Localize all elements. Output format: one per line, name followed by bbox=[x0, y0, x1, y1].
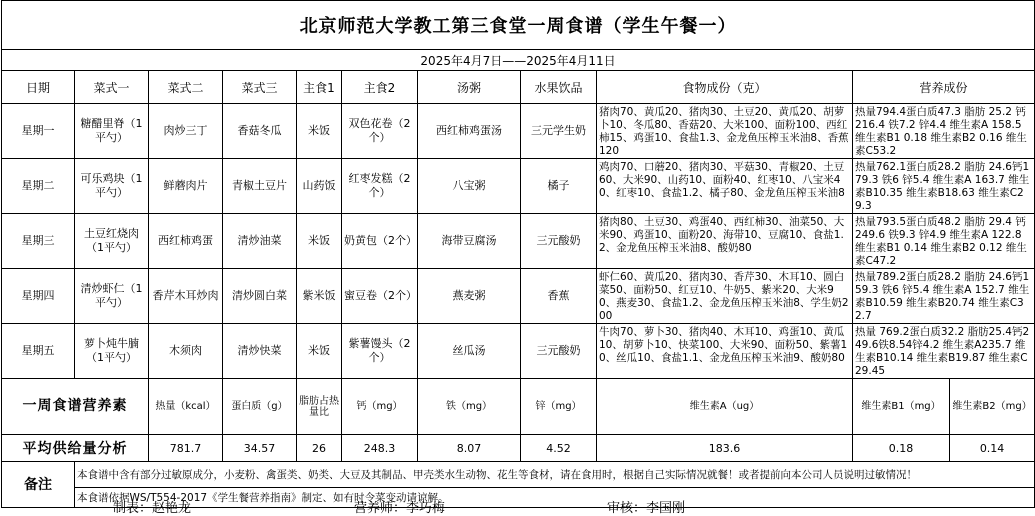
dish3-cell: 青椒土豆片 bbox=[223, 159, 297, 214]
soup-cell: 燕麦粥 bbox=[418, 269, 521, 324]
note-label: 备注 bbox=[2, 462, 75, 508]
footer-maker: 制表：赵艳龙 bbox=[113, 501, 192, 516]
page-title: 北京师范大学教工第三食堂一周食谱（学生午餐一） bbox=[2, 1, 1035, 50]
date-range: 2025年4月7日——2025年4月11日 bbox=[2, 50, 1035, 71]
staple2-cell: 双色花卷（2个） bbox=[342, 104, 418, 159]
nutrition-cell: 热量794.4蛋白质47.3 脂肪 25.2 钙216.4 铁7.2 锌4.4 维生素A 158.5 维生素B1 0.18 维生素B2 0.16 维生素C53.2 bbox=[853, 104, 1035, 159]
nutrient-value-energy: 781.7 bbox=[149, 435, 223, 462]
dish1-cell: 土豆红烧肉（1平勺） bbox=[75, 214, 149, 269]
fruit-cell: 三元酸奶 bbox=[521, 324, 597, 379]
staple2-cell: 红枣发糕（2个） bbox=[342, 159, 418, 214]
nutrition-cell: 热量789.2蛋白质28.2 脂肪 24.6钙159.3 铁6 锌5.4 维生素A 152.7 维生素B10.59 维生素B20.74 维生素C32.7 bbox=[853, 269, 1035, 324]
dish1-cell: 可乐鸡块（1平勺） bbox=[75, 159, 149, 214]
dish3-cell: 清炒圆白菜 bbox=[223, 269, 297, 324]
header-date: 日期 bbox=[2, 71, 75, 104]
note-row-allergens bbox=[2, 462, 1035, 488]
staple2-cell: 蜜豆卷（2个） bbox=[342, 269, 418, 324]
dish2-cell: 西红柿鸡蛋 bbox=[149, 214, 223, 269]
staple1-cell: 米饭 bbox=[297, 104, 342, 159]
dish2-cell: 鲜蘑肉片 bbox=[149, 159, 223, 214]
dish2-cell: 肉炒三丁 bbox=[149, 104, 223, 159]
fruit-cell: 三元学生奶 bbox=[521, 104, 597, 159]
footer bbox=[1, 496, 964, 515]
footer-nutritionist: 营养师：李巧梅 bbox=[354, 501, 446, 516]
nutrient-value-vitamin-b2: 0.14 bbox=[950, 435, 1035, 462]
soup-cell: 海带豆腐汤 bbox=[418, 214, 521, 269]
header-dish2: 菜式二 bbox=[149, 71, 223, 104]
nutrient-label-fat-ratio: 脂肪占热量比 bbox=[297, 379, 342, 435]
nutrition-cell: 热量762.1蛋白质28.2 脂肪 24.6钙179.3 铁6 锌5.4 维生素A 163.7 维生素B10.35 维生素B18.63 维生素C29.3 bbox=[853, 159, 1035, 214]
nutrient-value-iron: 8.07 bbox=[418, 435, 521, 462]
staple1-cell: 米饭 bbox=[297, 324, 342, 379]
dish2-cell: 香芹木耳炒肉 bbox=[149, 269, 223, 324]
fruit-cell: 橘子 bbox=[521, 159, 597, 214]
nutrient-label-iron: 铁（mg） bbox=[418, 379, 521, 435]
nutrient-value-vitamin-a: 183.6 bbox=[597, 435, 853, 462]
nutrient-label-calcium: 钙（mg） bbox=[342, 379, 418, 435]
header-staple1: 主食1 bbox=[297, 71, 342, 104]
ingredients-cell: 牛肉70、萝卜30、猪肉40、木耳10、鸡蛋10、黄瓜10、胡萝卜10、快菜100、大米90、面粉50、紫薯10、丝瓜10、食盐1.1、金龙鱼压榨玉米油9、酸奶80 bbox=[597, 324, 853, 379]
nutrient-label-vitamin-b1: 维生素B1（mg） bbox=[853, 379, 950, 435]
nutrient-label-zinc: 锌（mg） bbox=[521, 379, 597, 435]
staple1-cell: 紫米饭 bbox=[297, 269, 342, 324]
ingredients-cell: 鸡肉70、口蘑20、猪肉30、平菇30、青椒20、土豆60、大米90、山药10、面粉40、红枣10、八宝米40、红枣10、食盐1.2、橘子80、金龙鱼压榨玉米油8 bbox=[597, 159, 853, 214]
nutrient-label-row bbox=[2, 379, 1035, 435]
soup-cell: 西红柿鸡蛋汤 bbox=[418, 104, 521, 159]
day-row-thursday bbox=[2, 269, 1035, 324]
nutrition-cell: 热量793.5蛋白质48.2 脂肪 29.4 钙249.6 铁9.3 锌4.9 维生素A 122.8 维生素B1 0.14 维生素B2 0.12 维生素C47.2 bbox=[853, 214, 1035, 269]
nutrient-label-vitamin-b2: 维生素B2（mg） bbox=[950, 379, 1035, 435]
fruit-cell: 三元酸奶 bbox=[521, 214, 597, 269]
staple2-cell: 奶黄包（2个） bbox=[342, 214, 418, 269]
footer-reviewer: 审核：李国刚 bbox=[607, 501, 686, 516]
dish1-cell: 糖醋里脊（1平勺） bbox=[75, 104, 149, 159]
nutrient-value-calcium: 248.3 bbox=[342, 435, 418, 462]
header-nutrition: 营养成份 bbox=[853, 71, 1035, 104]
soup-cell: 丝瓜汤 bbox=[418, 324, 521, 379]
staple1-cell: 山药饭 bbox=[297, 159, 342, 214]
header-row bbox=[2, 71, 1035, 104]
header-dish3: 菜式三 bbox=[223, 71, 297, 104]
header-fruit: 水果饮品 bbox=[521, 71, 597, 104]
day-row-wednesday bbox=[2, 214, 1035, 269]
nutrient-value-zinc: 4.52 bbox=[521, 435, 597, 462]
soup-cell: 八宝粥 bbox=[418, 159, 521, 214]
nutrient-value-fat-ratio: 26 bbox=[297, 435, 342, 462]
allergen-note: 本食谱中含有部分过敏原成分，小麦粉、禽蛋类、奶类、大豆及其制品、甲壳类水生动物、花生等食材，请在食用时，根据自己实际情况就餐！或者提前向本公司人员说明过敏情况！ bbox=[75, 462, 1035, 488]
day-row-tuesday bbox=[2, 159, 1035, 214]
day-label: 星期三 bbox=[2, 214, 75, 269]
dish1-cell: 萝卜炖牛腩（1平勺） bbox=[75, 324, 149, 379]
ingredients-cell: 猪肉70、黄瓜20、猪肉30、土豆20、黄瓜20、胡萝卜10、冬瓜80、香菇20、大米100、面粉100、西红柿15、鸡蛋10、食盐1.3、金龙鱼压榨玉米油8、香蕉120 bbox=[597, 104, 853, 159]
ingredients-cell: 虾仁60、黄瓜20、猪肉30、香芹30、木耳10、圆白菜50、面粉50、红豆10、牛奶5、紫米20、大米90、燕麦30、食盐1.2、金龙鱼压榨玉米油8、学生奶200 bbox=[597, 269, 853, 324]
staple1-cell: 米饭 bbox=[297, 214, 342, 269]
fruit-cell: 香蕉 bbox=[521, 269, 597, 324]
header-dish1: 菜式一 bbox=[75, 71, 149, 104]
header-ingredients: 食物成份（克） bbox=[597, 71, 853, 104]
day-label: 星期五 bbox=[2, 324, 75, 379]
header-soup: 汤粥 bbox=[418, 71, 521, 104]
nutrient-label-energy: 热量（kcal） bbox=[149, 379, 223, 435]
dish3-cell: 清炒快菜 bbox=[223, 324, 297, 379]
day-label: 星期二 bbox=[2, 159, 75, 214]
weekly-nutrients-label: 一周食谱营养素 bbox=[2, 379, 149, 435]
day-row-friday bbox=[2, 324, 1035, 379]
dish3-cell: 清炒油菜 bbox=[223, 214, 297, 269]
day-label: 星期四 bbox=[2, 269, 75, 324]
day-row-monday bbox=[2, 104, 1035, 159]
standard-note: 本食谱依据WS/T554-2017《学生餐营养指南》制定、如有时令菜变动请谅解。 bbox=[75, 488, 1035, 508]
staple2-cell: 紫薯馒头（2个） bbox=[342, 324, 418, 379]
nutrient-value-protein: 34.57 bbox=[223, 435, 297, 462]
dish3-cell: 香菇冬瓜 bbox=[223, 104, 297, 159]
dish2-cell: 木须肉 bbox=[149, 324, 223, 379]
dish1-cell: 清炒虾仁（1平勺） bbox=[75, 269, 149, 324]
nutrient-value-row bbox=[2, 435, 1035, 462]
average-supply-label: 平均供给量分析 bbox=[2, 435, 149, 462]
header-staple2: 主食2 bbox=[342, 71, 418, 104]
nutrient-value-vitamin-b1: 0.18 bbox=[853, 435, 950, 462]
day-label: 星期一 bbox=[2, 104, 75, 159]
menu-table bbox=[1, 0, 1035, 508]
nutrient-label-vitamin-a: 维生素A（ug） bbox=[597, 379, 853, 435]
ingredients-cell: 猪肉80、土豆30、鸡蛋40、西红柿30、油菜50、大米90、鸡蛋10、面粉20、海带10、豆腐10、食盐1.2、金龙鱼压榨玉米油8、酸奶80 bbox=[597, 214, 853, 269]
nutrition-cell: 热量 769.2蛋白质32.2 脂肪25.4钙249.6铁8.54锌4.2 维生素A235.7 维生素B10.14 维生素B19.87 维生素C29.45 bbox=[853, 324, 1035, 379]
nutrient-label-protein: 蛋白质（g） bbox=[223, 379, 297, 435]
